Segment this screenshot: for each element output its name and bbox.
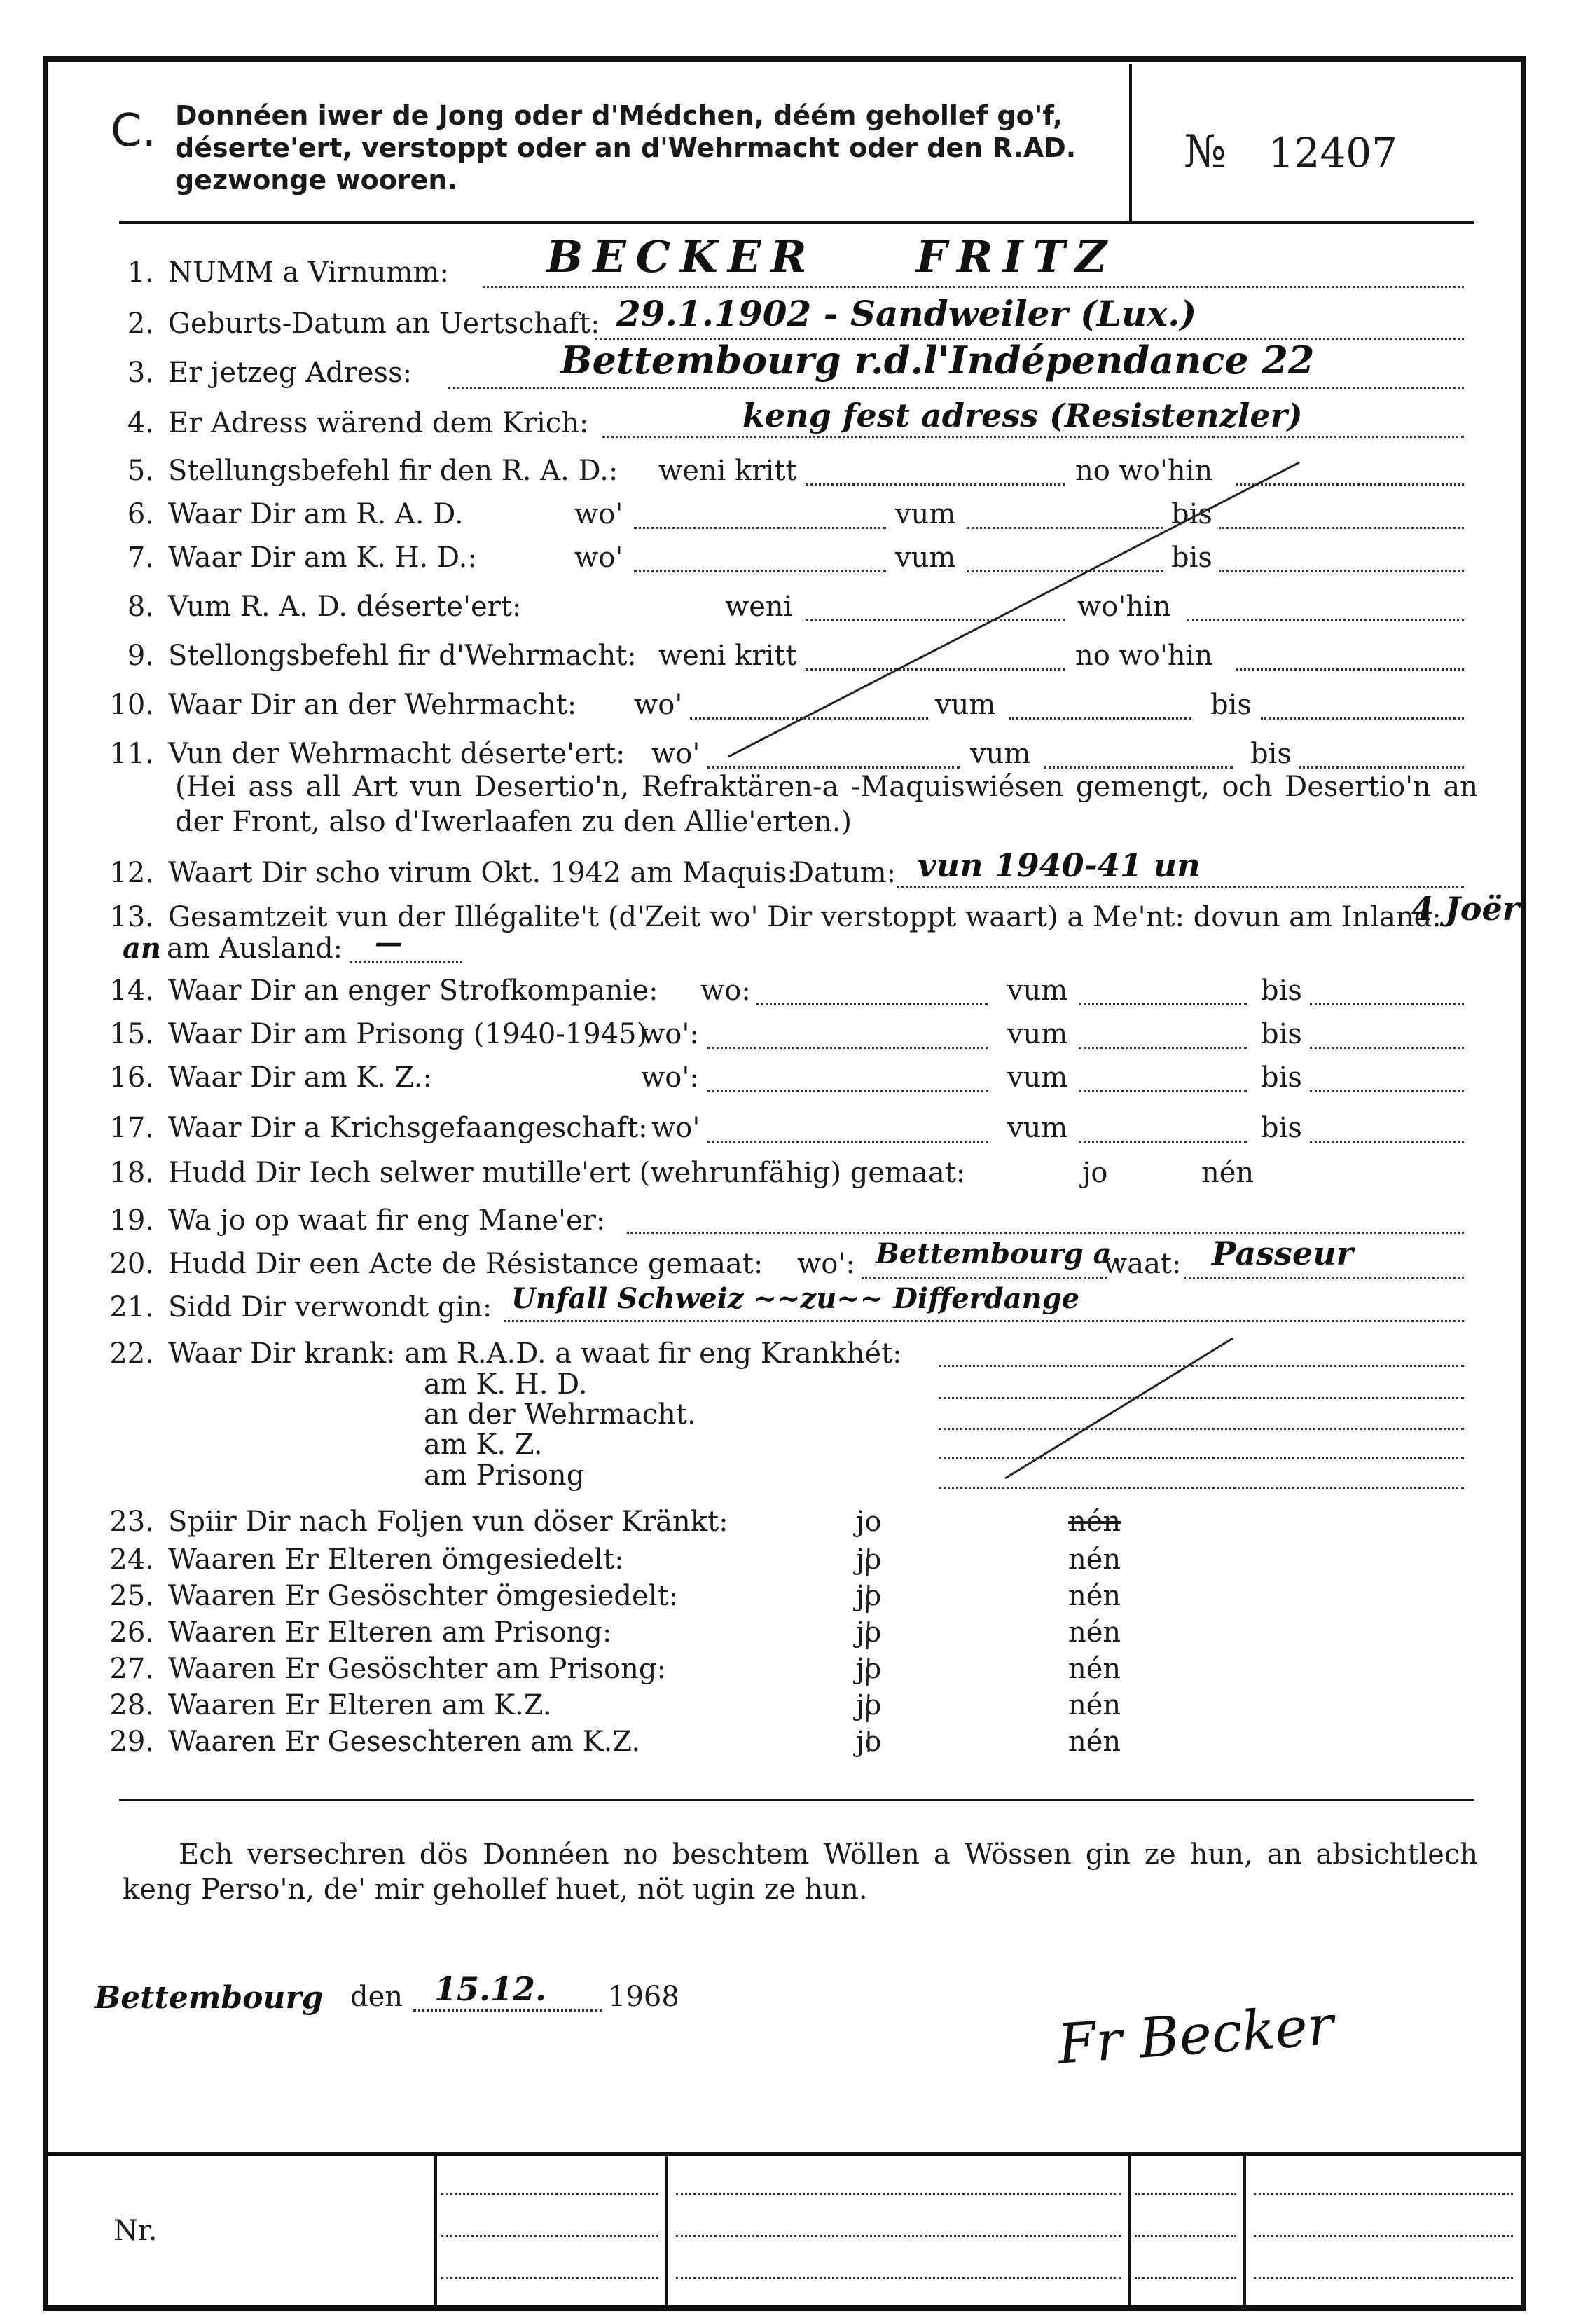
item-17-f3: bis (1261, 1112, 1302, 1144)
item-16-f1: wo': (641, 1061, 699, 1094)
number-value: 12407 (1268, 129, 1398, 177)
nr-label: Nr. (113, 2215, 158, 2247)
declaration-rule (119, 1799, 1474, 1801)
item-7: 7. Waar Dir am K. H. D.: (127, 542, 477, 574)
footer-dots-4c (1254, 2277, 1513, 2279)
item-26-no[interactable]: nén (1068, 1616, 1121, 1649)
section-letter: C. (111, 105, 157, 157)
item-25-no[interactable]: nén (1068, 1580, 1121, 1612)
item-3: 3. Er jetzeg Adress: (127, 357, 413, 389)
footer-divider-3 (1128, 2152, 1131, 2306)
item-24: 24. Waaren Er Elteren ömgesiedelt: (109, 1543, 624, 1576)
item-3-label: Er jetzeg Adress: (168, 357, 413, 389)
item-15: 15. Waar Dir am Prisong (1940-1945) (109, 1018, 648, 1050)
footer-dots-4b (1254, 2235, 1513, 2237)
resistance-where-answer[interactable]: Bettembourg a. (876, 1237, 1121, 1270)
footer-dots-3a (1135, 2193, 1236, 2195)
item-4: 4. Er Adress wärend dem Krich: (127, 407, 589, 439)
signature-year: 1968 (608, 1981, 679, 2013)
item-15-f1: wo': (641, 1018, 699, 1050)
footer-dots-1b (441, 2235, 658, 2237)
item-21: 21. Sidd Dir verwondt gin: (109, 1291, 492, 1323)
item-18-yes[interactable]: jo (1082, 1157, 1108, 1189)
form-title: Donnéen iwer de Jong oder d'Médchen, déém gehollef go'f, déserte'ert, verstoppt oder an d'Wehrmacht oder den R.AD. gezwonge wooren. (175, 100, 1077, 195)
item-22-sub-4: am Prisong (424, 1459, 585, 1492)
birth-answer[interactable]: 29.1.1902 - Sandweiler (Lux.) (616, 293, 1197, 334)
item-23-yes[interactable]: jo (856, 1506, 882, 1538)
item-7-f1: wo' (574, 542, 623, 574)
item-12-f1: Datum: (792, 857, 897, 889)
item-14: 14. Waar Dir an enger Strofkompanie: (109, 975, 658, 1007)
item-9: 9. Stellongsbefehl fir d'Wehrmacht: (127, 640, 637, 672)
item-22: 22. Waar Dir krank: am R.A.D. a waat fir eng Krankhét: (109, 1338, 902, 1370)
item-20: 20. Hudd Dir een Acte de Résistance gemaat: (109, 1248, 763, 1280)
item-6-f1: wo' (574, 498, 623, 530)
item-27-no[interactable]: nén (1068, 1653, 1121, 1685)
war-address-answer[interactable]: keng fest adress (Resistenzler) (742, 397, 1303, 434)
item-1: 1. NUMM a Virnumm: (127, 256, 449, 289)
item-8: 8. Vum R. A. D. déserte'ert: (127, 591, 522, 623)
item-20-f2: waat: (1103, 1248, 1182, 1280)
item-29: 29. Waaren Er Geseschteren am K.Z. (109, 1726, 641, 1758)
item-24-no[interactable]: nén (1068, 1543, 1121, 1576)
item-26: 26. Waaren Er Elteren am Prisong: (109, 1616, 612, 1649)
item-27: 27. Waaren Er Gesöschter am Prisong: (109, 1653, 666, 1685)
item-25-yes[interactable]: jo (856, 1580, 882, 1612)
item-6-f3: bis (1171, 498, 1212, 530)
name-answer[interactable]: BECKER FRITZ (546, 231, 1117, 282)
item-24-yes[interactable]: jo (856, 1543, 882, 1576)
item-14-f3: bis (1261, 975, 1302, 1007)
footer-dots-3c (1135, 2277, 1236, 2279)
footer-dots-2b (676, 2235, 1121, 2237)
declaration-text: Ech versechren dös Donnéen no beschtem Wöllen a Wössen gin ze hun, an absichtlech keng Perso'n, de' mir gehollef huet, nöt ugin ze hun. (123, 1838, 1478, 1906)
item-10-f1: wo' (634, 689, 683, 721)
item-22-sub-2: an der Wehrmacht. (424, 1398, 696, 1431)
item-6: 6. Waar Dir am R. A. D. (127, 498, 464, 530)
footer-divider-4 (1243, 2152, 1246, 2306)
item-17-f1: wo' (651, 1112, 700, 1144)
item-8-f1: weni (725, 591, 793, 623)
footer-dots-4a (1254, 2193, 1513, 2195)
item-26-yes[interactable]: jo (856, 1616, 882, 1649)
signature-date[interactable]: 15.12. (434, 1970, 547, 2008)
item-6-f2: vum (895, 498, 956, 530)
signature[interactable]: Fr Becker (1056, 1994, 1336, 2077)
item-15-f2: vum (1007, 1018, 1068, 1050)
item-4-label: Er Adress wärend dem Krich: (168, 407, 589, 439)
item-13: 13. Gesamtzeit vun der Illégalite't (d'Zeit wo' Dir verstoppt waart) a Me'nt: dovun am Inland: (109, 901, 1442, 933)
item-14-f2: vum (1007, 975, 1068, 1007)
resistance-what-answer[interactable]: Passeur (1212, 1235, 1353, 1272)
item-10-f3: bis (1210, 689, 1252, 721)
number-sign: № (1184, 126, 1226, 178)
item-11: 11. Vun der Wehrmacht déserte'ert: (109, 738, 625, 770)
item-15-f3: bis (1261, 1018, 1302, 1050)
item-19: 19. Wa jo op waat fir eng Mane'er: (109, 1204, 606, 1237)
item-13-line2: am Ausland: (167, 933, 343, 965)
inland-duration-answer[interactable]: 4 Joër (1411, 890, 1519, 928)
abroad-prefix: an (123, 932, 161, 965)
item-16: 16. Waar Dir am K. Z.: (109, 1061, 432, 1094)
item-10: 10. Waar Dir an der Wehrmacht: (109, 689, 577, 721)
item-18-no[interactable]: nén (1201, 1157, 1254, 1189)
item-22-sub-1: am K. H. D. (424, 1368, 588, 1401)
date-line (413, 2009, 602, 2012)
item-11-note: (Hei ass all Art vun Desertio'n, Refraktären-a -Maquiswiésen gemengt, och Desertio'n an der Front, also d'Iwerlaafen zu den Allie'erten.) (175, 771, 1478, 838)
wounded-answer[interactable]: Unfall Schweiz ~~zu~~ Differdange (511, 1282, 1080, 1315)
item-23-no[interactable]: nén (1068, 1506, 1121, 1538)
item-28-no[interactable]: nén (1068, 1689, 1121, 1721)
footer-dots-2a (676, 2193, 1121, 2195)
footer-divider-1 (434, 2152, 437, 2306)
item-16-f3: bis (1261, 1061, 1302, 1094)
footer-divider-2 (665, 2152, 668, 2306)
item-11-f2: vum (970, 738, 1031, 770)
item-14-f1: wo: (700, 975, 751, 1007)
item-9-f2: no wo'hin (1075, 640, 1213, 672)
item-7-f3: bis (1171, 542, 1212, 574)
footer-top-rule (43, 2152, 1526, 2156)
item-5-f2: no wo'hin (1075, 455, 1213, 487)
item-5: 5. Stellungsbefehl fir den R. A. D.: (127, 455, 618, 487)
item-27-yes[interactable]: jo (856, 1653, 882, 1685)
item-22-sub-3: am K. Z. (424, 1429, 543, 1461)
item-12: 12. Waart Dir scho virum Okt. 1942 am Maquis: (109, 857, 796, 889)
item-18: 18. Hudd Dir Iech selwer mutille'ert (wehrunfähig) gemaat: (109, 1157, 966, 1189)
abroad-answer[interactable]: — (375, 926, 403, 959)
footer-dots-1c (441, 2277, 658, 2279)
den-label: den (350, 1981, 403, 2013)
item-28: 28. Waaren Er Elteren am K.Z. (109, 1689, 552, 1721)
item-23: 23. Spiir Dir nach Foljen vun döser Kränkt: (109, 1506, 728, 1538)
item-9-f1: weni kritt (658, 640, 797, 672)
item-28-yes[interactable]: jo (856, 1689, 882, 1721)
item-29-yes[interactable]: jo (856, 1726, 882, 1758)
item-17-f2: vum (1007, 1112, 1068, 1144)
item-11-f1: wo' (651, 738, 700, 770)
item-20-f1: wo': (797, 1248, 855, 1280)
item-8-f2: wo'hin (1077, 591, 1171, 623)
footer-dots-2c (676, 2277, 1121, 2279)
item-17: 17. Waar Dir a Krichsgefaangeschaft: (109, 1112, 648, 1144)
signature-place[interactable]: Bettembourg (95, 1980, 324, 2016)
item-2: 2. Geburts-Datum an Uertschaft: (127, 308, 600, 340)
item-2-label: Geburts-Datum an Uertschaft: (168, 308, 600, 340)
item-1-label: NUMM a Virnumm: (168, 256, 449, 289)
item-29-no[interactable]: nén (1068, 1726, 1121, 1758)
maquis-date-answer[interactable]: vun 1940-41 un (918, 846, 1201, 884)
footer-dots-3b (1135, 2235, 1236, 2237)
item-10-f2: vum (935, 689, 996, 721)
item-7-f2: vum (895, 542, 956, 574)
footer-dots-1a (441, 2193, 658, 2195)
item-25: 25. Waaren Er Gesöschter ömgesiedelt: (109, 1580, 679, 1612)
item-11-f3: bis (1250, 738, 1292, 770)
item-16-f2: vum (1007, 1061, 1068, 1094)
item-5-f1: weni kritt (658, 455, 797, 487)
address-answer[interactable]: Bettembourg r.d.l'Indépendance 22 (560, 338, 1315, 383)
